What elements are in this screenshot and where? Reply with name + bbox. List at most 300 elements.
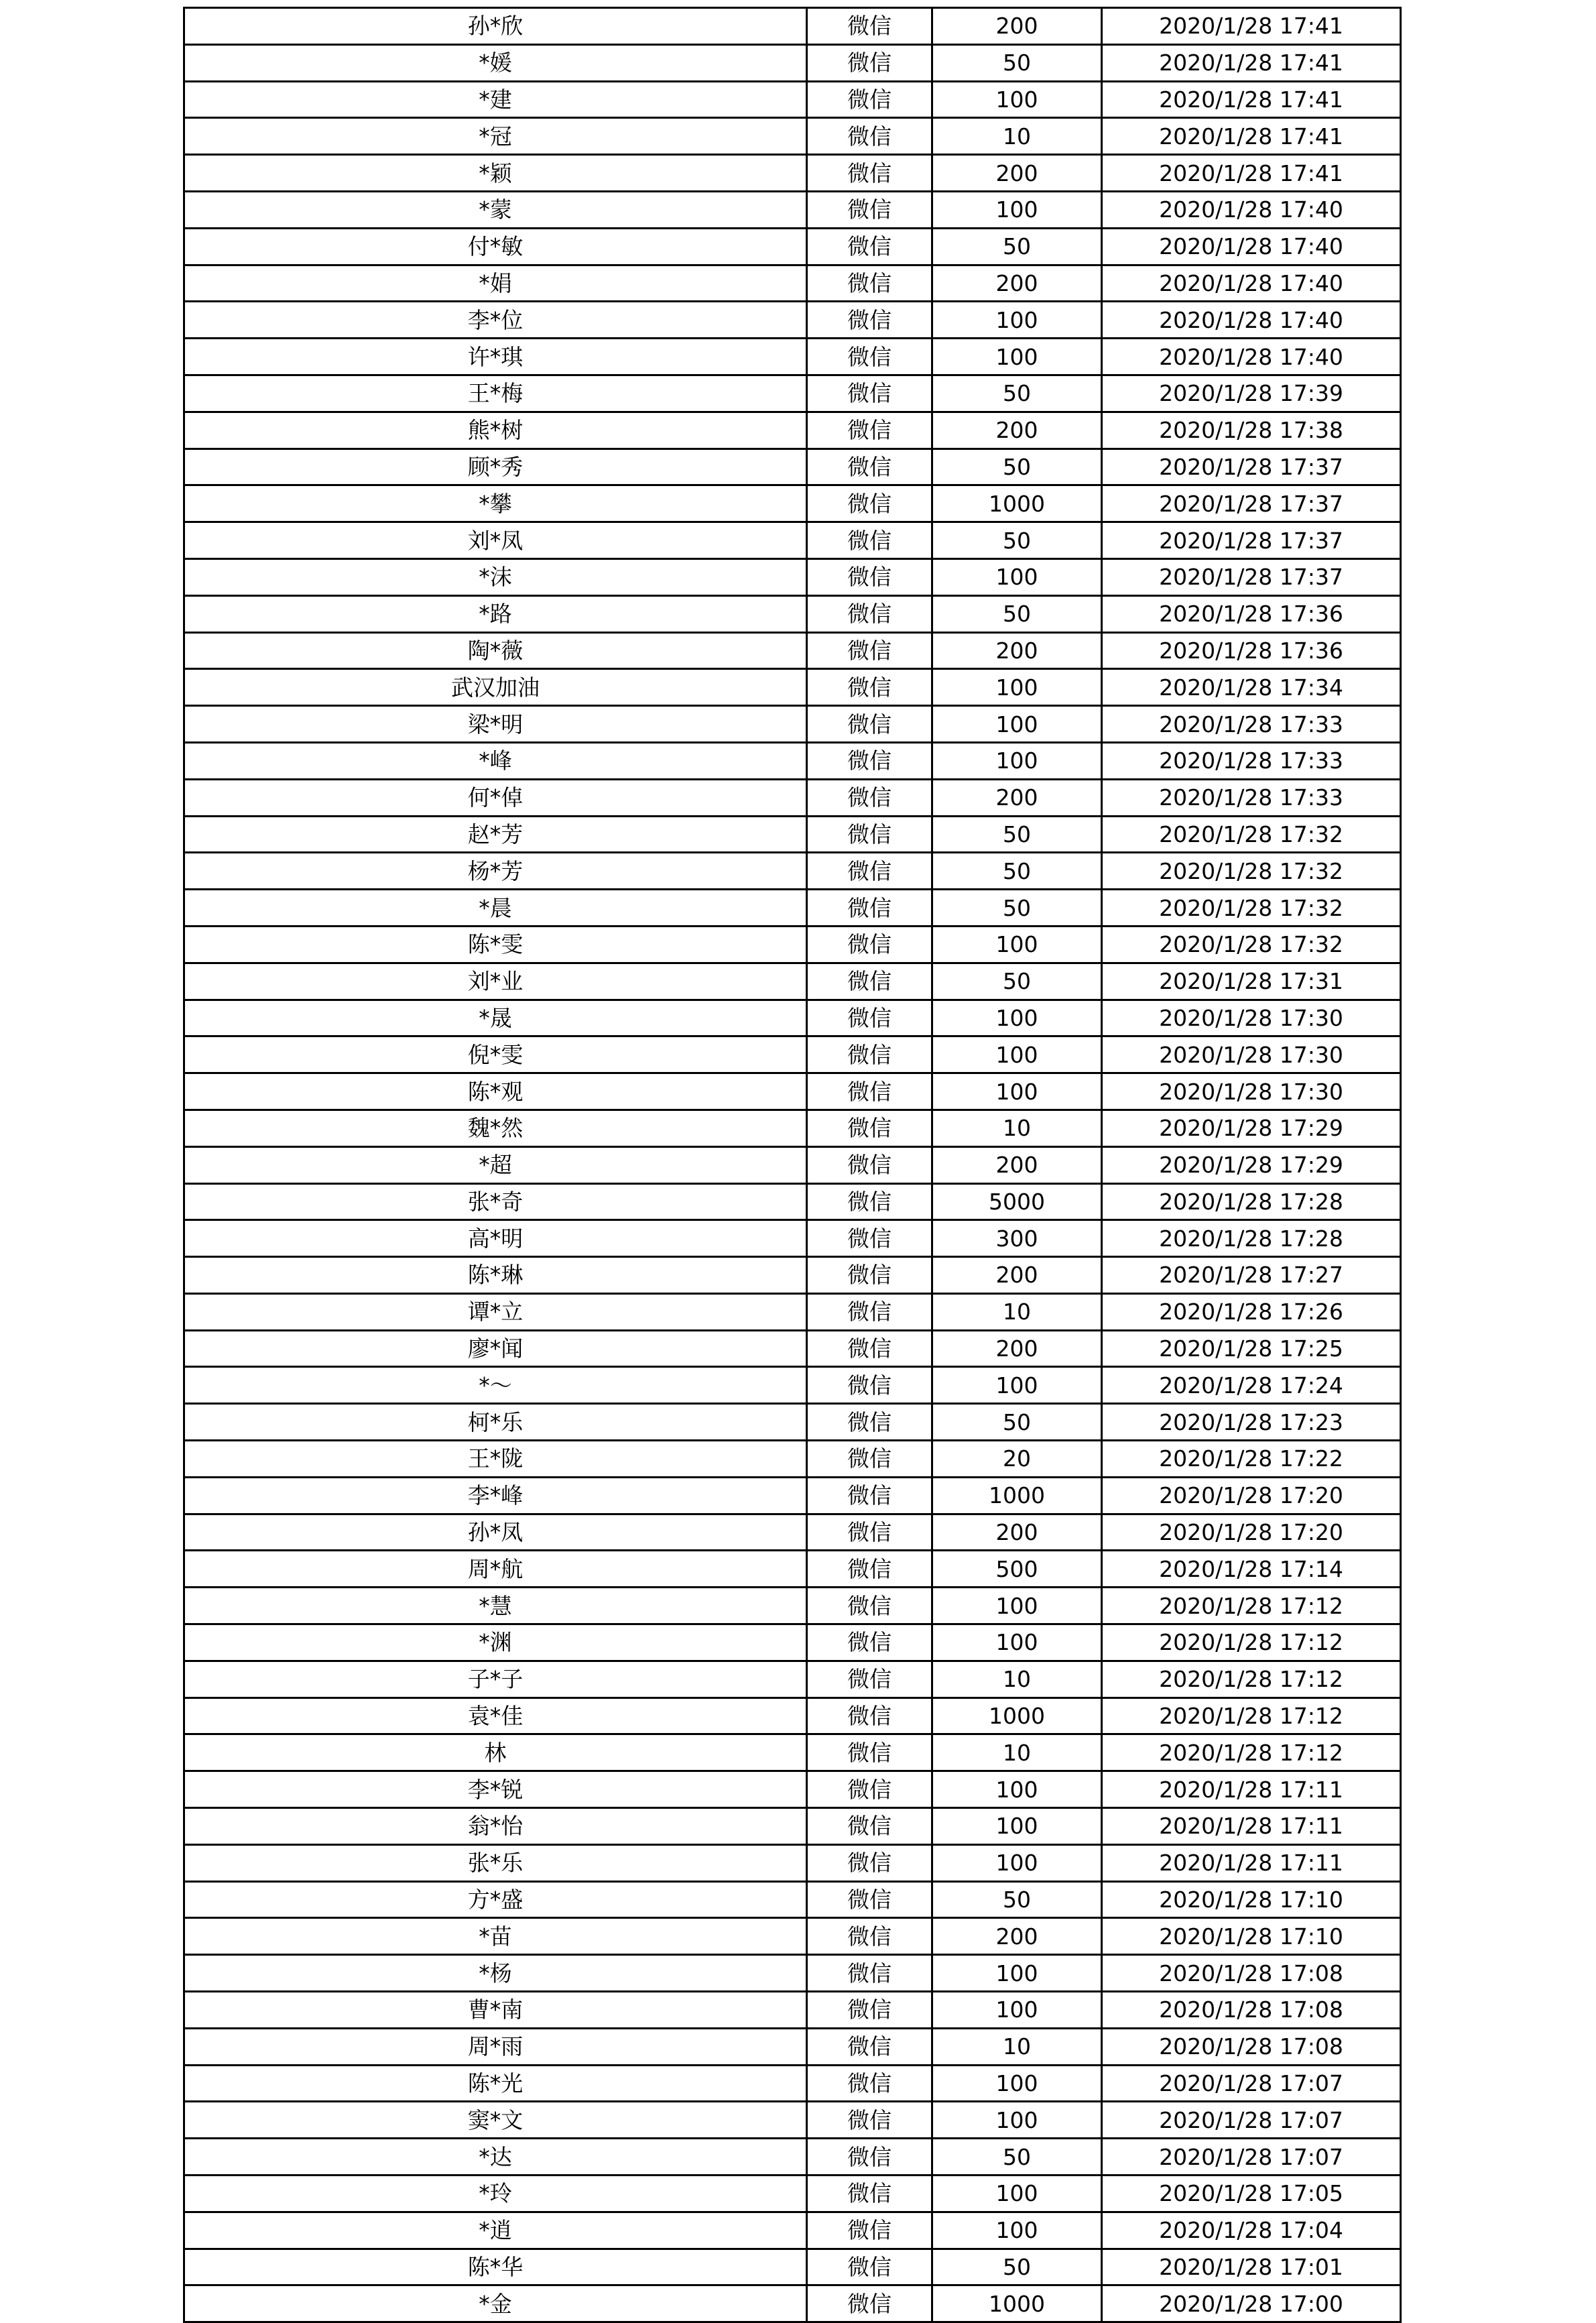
- time-cell: 2020/1/28 17:40: [1102, 265, 1401, 302]
- table-row: [184, 522, 1401, 559]
- table-row: [184, 1844, 1401, 1881]
- time-cell: 2020/1/28 17:37: [1102, 558, 1401, 595]
- table-row: [184, 1000, 1401, 1036]
- payment-method-cell: 微信: [807, 890, 932, 927]
- donor-name-cell: *晨: [184, 890, 807, 927]
- payment-method-cell: 微信: [807, 2285, 932, 2322]
- time-cell: 2020/1/28 17:37: [1102, 449, 1401, 485]
- amount-cell: 20: [932, 1441, 1102, 1478]
- donor-name-cell: 廖*闻: [184, 1330, 807, 1367]
- table-row: [184, 118, 1401, 155]
- time-cell: 2020/1/28 17:01: [1102, 2249, 1401, 2285]
- time-cell: 2020/1/28 17:41: [1102, 44, 1401, 81]
- donor-name-cell: 李*峰: [184, 1477, 807, 1514]
- amount-cell: 100: [932, 2065, 1102, 2102]
- donation-table: [183, 7, 1402, 2323]
- amount-cell: 50: [932, 595, 1102, 632]
- time-cell: 2020/1/28 17:31: [1102, 963, 1401, 1000]
- payment-method-cell: 微信: [807, 1992, 932, 2029]
- payment-method-cell: 微信: [807, 155, 932, 192]
- payment-method-cell: 微信: [807, 1844, 932, 1881]
- payment-method-cell: 微信: [807, 1404, 932, 1441]
- table-row: [184, 816, 1401, 853]
- payment-method-cell: 微信: [807, 2176, 932, 2212]
- payment-method-cell: 微信: [807, 742, 932, 779]
- time-cell: 2020/1/28 17:07: [1102, 2102, 1401, 2139]
- table-row: [184, 1441, 1401, 1478]
- payment-method-cell: 微信: [807, 595, 932, 632]
- time-cell: 2020/1/28 17:33: [1102, 706, 1401, 743]
- time-cell: 2020/1/28 17:28: [1102, 1183, 1401, 1220]
- time-cell: 2020/1/28 17:07: [1102, 2065, 1401, 2102]
- time-cell: 2020/1/28 17:30: [1102, 1073, 1401, 1110]
- donor-name-cell: 李*位: [184, 302, 807, 339]
- donor-name-cell: *杨: [184, 1955, 807, 1992]
- time-cell: 2020/1/28 17:37: [1102, 485, 1401, 522]
- amount-cell: 100: [932, 1771, 1102, 1808]
- table-row: [184, 2028, 1401, 2065]
- donor-name-cell: *冠: [184, 118, 807, 155]
- payment-method-cell: 微信: [807, 412, 932, 449]
- amount-cell: 50: [932, 2249, 1102, 2285]
- time-cell: 2020/1/28 17:30: [1102, 1000, 1401, 1036]
- amount-cell: 100: [932, 191, 1102, 228]
- payment-method-cell: 微信: [807, 118, 932, 155]
- donor-name-cell: 李*锐: [184, 1771, 807, 1808]
- amount-cell: 100: [932, 302, 1102, 339]
- amount-cell: 10: [932, 1110, 1102, 1146]
- table-row: [184, 1881, 1401, 1918]
- payment-method-cell: 微信: [807, 339, 932, 375]
- time-cell: 2020/1/28 17:26: [1102, 1293, 1401, 1330]
- amount-cell: 100: [932, 1808, 1102, 1845]
- amount-cell: 100: [932, 558, 1102, 595]
- time-cell: 2020/1/28 17:24: [1102, 1367, 1401, 1404]
- amount-cell: 200: [932, 1146, 1102, 1183]
- donor-name-cell: 倪*雯: [184, 1036, 807, 1073]
- donor-name-cell: *苗: [184, 1918, 807, 1955]
- time-cell: 2020/1/28 17:23: [1102, 1404, 1401, 1441]
- table-row: [184, 669, 1401, 706]
- time-cell: 2020/1/28 17:12: [1102, 1588, 1401, 1624]
- table-row: [184, 1992, 1401, 2029]
- table-row: [184, 1073, 1401, 1110]
- donor-name-cell: *～: [184, 1367, 807, 1404]
- amount-cell: 10: [932, 118, 1102, 155]
- amount-cell: 50: [932, 522, 1102, 559]
- payment-method-cell: 微信: [807, 1146, 932, 1183]
- donor-name-cell: 孙*凤: [184, 1514, 807, 1551]
- payment-method-cell: 微信: [807, 485, 932, 522]
- payment-method-cell: 微信: [807, 1551, 932, 1588]
- donor-name-cell: 方*盛: [184, 1881, 807, 1918]
- payment-method-cell: 微信: [807, 1771, 932, 1808]
- donor-name-cell: 刘*业: [184, 963, 807, 1000]
- time-cell: 2020/1/28 17:33: [1102, 742, 1401, 779]
- donor-name-cell: 孙*欣: [184, 8, 807, 45]
- amount-cell: 100: [932, 926, 1102, 963]
- table-row: [184, 632, 1401, 669]
- amount-cell: 200: [932, 1257, 1102, 1294]
- time-cell: 2020/1/28 17:36: [1102, 632, 1401, 669]
- table-row: [184, 1220, 1401, 1257]
- amount-cell: 100: [932, 669, 1102, 706]
- payment-method-cell: 微信: [807, 1697, 932, 1734]
- donor-name-cell: *颖: [184, 155, 807, 192]
- time-cell: 2020/1/28 17:32: [1102, 926, 1401, 963]
- payment-method-cell: 微信: [807, 8, 932, 45]
- time-cell: 2020/1/28 17:32: [1102, 890, 1401, 927]
- time-cell: 2020/1/28 17:12: [1102, 1734, 1401, 1771]
- table-row: [184, 1955, 1401, 1992]
- amount-cell: 50: [932, 853, 1102, 890]
- donor-name-cell: *沫: [184, 558, 807, 595]
- donor-name-cell: 窦*文: [184, 2102, 807, 2139]
- time-cell: 2020/1/28 17:12: [1102, 1697, 1401, 1734]
- payment-method-cell: 微信: [807, 1477, 932, 1514]
- time-cell: 2020/1/28 17:41: [1102, 81, 1401, 118]
- table-row: [184, 926, 1401, 963]
- donor-name-cell: 陈*琳: [184, 1257, 807, 1294]
- donor-name-cell: 梁*明: [184, 706, 807, 743]
- time-cell: 2020/1/28 17:07: [1102, 2139, 1401, 2176]
- table-row: [184, 706, 1401, 743]
- payment-method-cell: 微信: [807, 1918, 932, 1955]
- payment-method-cell: 微信: [807, 779, 932, 816]
- amount-cell: 10: [932, 1661, 1102, 1697]
- table-row: [184, 265, 1401, 302]
- donor-name-cell: *玲: [184, 2176, 807, 2212]
- amount-cell: 100: [932, 1624, 1102, 1661]
- table-row: [184, 2176, 1401, 2212]
- time-cell: 2020/1/28 17:38: [1102, 412, 1401, 449]
- time-cell: 2020/1/28 17:10: [1102, 1918, 1401, 1955]
- table-row: [184, 853, 1401, 890]
- table-row: [184, 485, 1401, 522]
- donor-name-cell: 陶*薇: [184, 632, 807, 669]
- time-cell: 2020/1/28 17:08: [1102, 2028, 1401, 2065]
- payment-method-cell: 微信: [807, 191, 932, 228]
- payment-method-cell: 微信: [807, 1000, 932, 1036]
- payment-method-cell: 微信: [807, 558, 932, 595]
- donor-name-cell: 曹*南: [184, 1992, 807, 2029]
- time-cell: 2020/1/28 17:12: [1102, 1661, 1401, 1697]
- table-row: [184, 412, 1401, 449]
- payment-method-cell: 微信: [807, 2065, 932, 2102]
- table-row: [184, 1293, 1401, 1330]
- amount-cell: 100: [932, 706, 1102, 743]
- time-cell: 2020/1/28 17:27: [1102, 1257, 1401, 1294]
- payment-method-cell: 微信: [807, 1441, 932, 1478]
- payment-method-cell: 微信: [807, 228, 932, 265]
- amount-cell: 100: [932, 1992, 1102, 2029]
- table-row: [184, 963, 1401, 1000]
- payment-method-cell: 微信: [807, 1183, 932, 1220]
- table-row: [184, 155, 1401, 192]
- table-row: [184, 1367, 1401, 1404]
- donor-name-cell: 何*倬: [184, 779, 807, 816]
- payment-method-cell: 微信: [807, 44, 932, 81]
- donor-name-cell: 张*乐: [184, 1844, 807, 1881]
- donor-name-cell: 柯*乐: [184, 1404, 807, 1441]
- time-cell: 2020/1/28 17:00: [1102, 2285, 1401, 2322]
- amount-cell: 50: [932, 2139, 1102, 2176]
- payment-method-cell: 微信: [807, 1955, 932, 1992]
- time-cell: 2020/1/28 17:34: [1102, 669, 1401, 706]
- amount-cell: 1000: [932, 1697, 1102, 1734]
- payment-method-cell: 微信: [807, 1036, 932, 1073]
- table-row: [184, 1036, 1401, 1073]
- time-cell: 2020/1/28 17:20: [1102, 1514, 1401, 1551]
- amount-cell: 200: [932, 779, 1102, 816]
- donor-name-cell: 高*明: [184, 1220, 807, 1257]
- payment-method-cell: 微信: [807, 706, 932, 743]
- time-cell: 2020/1/28 17:32: [1102, 816, 1401, 853]
- donor-name-cell: *攀: [184, 485, 807, 522]
- table-row: [184, 191, 1401, 228]
- time-cell: 2020/1/28 17:08: [1102, 1992, 1401, 2029]
- time-cell: 2020/1/28 17:28: [1102, 1220, 1401, 1257]
- donor-name-cell: *达: [184, 2139, 807, 2176]
- payment-method-cell: 微信: [807, 1661, 932, 1697]
- amount-cell: 100: [932, 1955, 1102, 1992]
- table-row: [184, 2065, 1401, 2102]
- time-cell: 2020/1/28 17:37: [1102, 522, 1401, 559]
- amount-cell: 10: [932, 1293, 1102, 1330]
- table-row: [184, 1697, 1401, 1734]
- time-cell: 2020/1/28 17:29: [1102, 1146, 1401, 1183]
- amount-cell: 100: [932, 1588, 1102, 1624]
- table-row: [184, 1110, 1401, 1146]
- payment-method-cell: 微信: [807, 669, 932, 706]
- table-row: [184, 2102, 1401, 2139]
- amount-cell: 50: [932, 1404, 1102, 1441]
- table-row: [184, 558, 1401, 595]
- table-row: [184, 1404, 1401, 1441]
- time-cell: 2020/1/28 17:20: [1102, 1477, 1401, 1514]
- time-cell: 2020/1/28 17:12: [1102, 1624, 1401, 1661]
- payment-method-cell: 微信: [807, 1110, 932, 1146]
- payment-method-cell: 微信: [807, 2139, 932, 2176]
- amount-cell: 100: [932, 1000, 1102, 1036]
- payment-method-cell: 微信: [807, 816, 932, 853]
- amount-cell: 200: [932, 1330, 1102, 1367]
- payment-method-cell: 微信: [807, 522, 932, 559]
- table-row: [184, 890, 1401, 927]
- payment-method-cell: 微信: [807, 853, 932, 890]
- donor-name-cell: 袁*佳: [184, 1697, 807, 1734]
- time-cell: 2020/1/28 17:11: [1102, 1844, 1401, 1881]
- payment-method-cell: 微信: [807, 632, 932, 669]
- table-row: [184, 1918, 1401, 1955]
- table-row: [184, 449, 1401, 485]
- time-cell: 2020/1/28 17:10: [1102, 1881, 1401, 1918]
- amount-cell: 100: [932, 1073, 1102, 1110]
- table-row: [184, 1183, 1401, 1220]
- time-cell: 2020/1/28 17:41: [1102, 8, 1401, 45]
- donor-name-cell: *超: [184, 1146, 807, 1183]
- payment-method-cell: 微信: [807, 1073, 932, 1110]
- time-cell: 2020/1/28 17:40: [1102, 191, 1401, 228]
- donor-name-cell: 付*敏: [184, 228, 807, 265]
- donor-name-cell: *峰: [184, 742, 807, 779]
- table-row: [184, 1514, 1401, 1551]
- donor-name-cell: 陈*观: [184, 1073, 807, 1110]
- amount-cell: 50: [932, 816, 1102, 853]
- time-cell: 2020/1/28 17:25: [1102, 1330, 1401, 1367]
- payment-method-cell: 微信: [807, 265, 932, 302]
- table-row: [184, 1477, 1401, 1514]
- time-cell: 2020/1/28 17:29: [1102, 1110, 1401, 1146]
- donor-name-cell: 赵*芳: [184, 816, 807, 853]
- table-row: [184, 228, 1401, 265]
- amount-cell: 50: [932, 890, 1102, 927]
- payment-method-cell: 微信: [807, 1220, 932, 1257]
- donor-name-cell: 张*奇: [184, 1183, 807, 1220]
- donor-name-cell: *路: [184, 595, 807, 632]
- donor-name-cell: *渊: [184, 1624, 807, 1661]
- table-row: [184, 44, 1401, 81]
- amount-cell: 100: [932, 2212, 1102, 2249]
- donor-name-cell: 翁*怡: [184, 1808, 807, 1845]
- amount-cell: 50: [932, 449, 1102, 485]
- amount-cell: 200: [932, 8, 1102, 45]
- donor-name-cell: *蒙: [184, 191, 807, 228]
- payment-method-cell: 微信: [807, 2102, 932, 2139]
- table-row: [184, 1551, 1401, 1588]
- payment-method-cell: 微信: [807, 1624, 932, 1661]
- table-row: [184, 8, 1401, 45]
- payment-method-cell: 微信: [807, 81, 932, 118]
- amount-cell: 100: [932, 1036, 1102, 1073]
- table-row: [184, 1330, 1401, 1367]
- donor-name-cell: 王*陇: [184, 1441, 807, 1478]
- time-cell: 2020/1/28 17:33: [1102, 779, 1401, 816]
- payment-method-cell: 微信: [807, 1514, 932, 1551]
- payment-method-cell: 微信: [807, 2028, 932, 2065]
- table-row: [184, 2139, 1401, 2176]
- time-cell: 2020/1/28 17:39: [1102, 375, 1401, 412]
- amount-cell: 50: [932, 228, 1102, 265]
- donor-name-cell: 杨*芳: [184, 853, 807, 890]
- payment-method-cell: 微信: [807, 1881, 932, 1918]
- amount-cell: 50: [932, 963, 1102, 1000]
- table-row: [184, 742, 1401, 779]
- payment-method-cell: 微信: [807, 2249, 932, 2285]
- table-row: [184, 1734, 1401, 1771]
- table-row: [184, 81, 1401, 118]
- time-cell: 2020/1/28 17:41: [1102, 155, 1401, 192]
- amount-cell: 5000: [932, 1183, 1102, 1220]
- time-cell: 2020/1/28 17:22: [1102, 1441, 1401, 1478]
- table-row: [184, 302, 1401, 339]
- table-row: [184, 2285, 1401, 2322]
- table-row: [184, 339, 1401, 375]
- time-cell: 2020/1/28 17:30: [1102, 1036, 1401, 1073]
- time-cell: 2020/1/28 17:08: [1102, 1955, 1401, 1992]
- time-cell: 2020/1/28 17:40: [1102, 302, 1401, 339]
- amount-cell: 200: [932, 155, 1102, 192]
- time-cell: 2020/1/28 17:14: [1102, 1551, 1401, 1588]
- amount-cell: 200: [932, 632, 1102, 669]
- amount-cell: 100: [932, 2102, 1102, 2139]
- payment-method-cell: 微信: [807, 375, 932, 412]
- donor-name-cell: 谭*立: [184, 1293, 807, 1330]
- amount-cell: 1000: [932, 2285, 1102, 2322]
- time-cell: 2020/1/28 17:32: [1102, 853, 1401, 890]
- amount-cell: 200: [932, 412, 1102, 449]
- payment-method-cell: 微信: [807, 926, 932, 963]
- table-row: [184, 779, 1401, 816]
- donor-name-cell: 许*琪: [184, 339, 807, 375]
- amount-cell: 300: [932, 1220, 1102, 1257]
- time-cell: 2020/1/28 17:05: [1102, 2176, 1401, 2212]
- donor-name-cell: *娟: [184, 265, 807, 302]
- amount-cell: 500: [932, 1551, 1102, 1588]
- time-cell: 2020/1/28 17:40: [1102, 228, 1401, 265]
- time-cell: 2020/1/28 17:04: [1102, 2212, 1401, 2249]
- donor-name-cell: *媛: [184, 44, 807, 81]
- donor-name-cell: *金: [184, 2285, 807, 2322]
- table-row: [184, 1808, 1401, 1845]
- donor-name-cell: 武汉加油: [184, 669, 807, 706]
- amount-cell: 100: [932, 339, 1102, 375]
- amount-cell: 100: [932, 81, 1102, 118]
- amount-cell: 100: [932, 1367, 1102, 1404]
- payment-method-cell: 微信: [807, 2212, 932, 2249]
- table-row: [184, 1661, 1401, 1697]
- payment-method-cell: 微信: [807, 449, 932, 485]
- donor-name-cell: 子*子: [184, 1661, 807, 1697]
- donation-table-body: [184, 8, 1401, 2322]
- payment-method-cell: 微信: [807, 963, 932, 1000]
- time-cell: 2020/1/28 17:11: [1102, 1808, 1401, 1845]
- donor-name-cell: *慧: [184, 1588, 807, 1624]
- payment-method-cell: 微信: [807, 1734, 932, 1771]
- table-row: [184, 375, 1401, 412]
- donor-name-cell: 陈*光: [184, 2065, 807, 2102]
- payment-method-cell: 微信: [807, 302, 932, 339]
- amount-cell: 1000: [932, 485, 1102, 522]
- amount-cell: 1000: [932, 1477, 1102, 1514]
- donor-name-cell: *晟: [184, 1000, 807, 1036]
- donor-name-cell: 林: [184, 1734, 807, 1771]
- table-row: [184, 1257, 1401, 1294]
- time-cell: 2020/1/28 17:11: [1102, 1771, 1401, 1808]
- donor-name-cell: 熊*树: [184, 412, 807, 449]
- amount-cell: 200: [932, 265, 1102, 302]
- donor-name-cell: 陈*华: [184, 2249, 807, 2285]
- table-row: [184, 2249, 1401, 2285]
- donor-name-cell: 陈*雯: [184, 926, 807, 963]
- payment-method-cell: 微信: [807, 1293, 932, 1330]
- amount-cell: 100: [932, 1844, 1102, 1881]
- payment-method-cell: 微信: [807, 1808, 932, 1845]
- payment-method-cell: 微信: [807, 1257, 932, 1294]
- time-cell: 2020/1/28 17:41: [1102, 118, 1401, 155]
- payment-method-cell: 微信: [807, 1367, 932, 1404]
- table-row: [184, 1146, 1401, 1183]
- payment-method-cell: 微信: [807, 1330, 932, 1367]
- amount-cell: 10: [932, 1734, 1102, 1771]
- donor-name-cell: *建: [184, 81, 807, 118]
- time-cell: 2020/1/28 17:40: [1102, 339, 1401, 375]
- donor-name-cell: 顾*秀: [184, 449, 807, 485]
- amount-cell: 100: [932, 2176, 1102, 2212]
- table-row: [184, 1588, 1401, 1624]
- donor-name-cell: *逍: [184, 2212, 807, 2249]
- amount-cell: 200: [932, 1918, 1102, 1955]
